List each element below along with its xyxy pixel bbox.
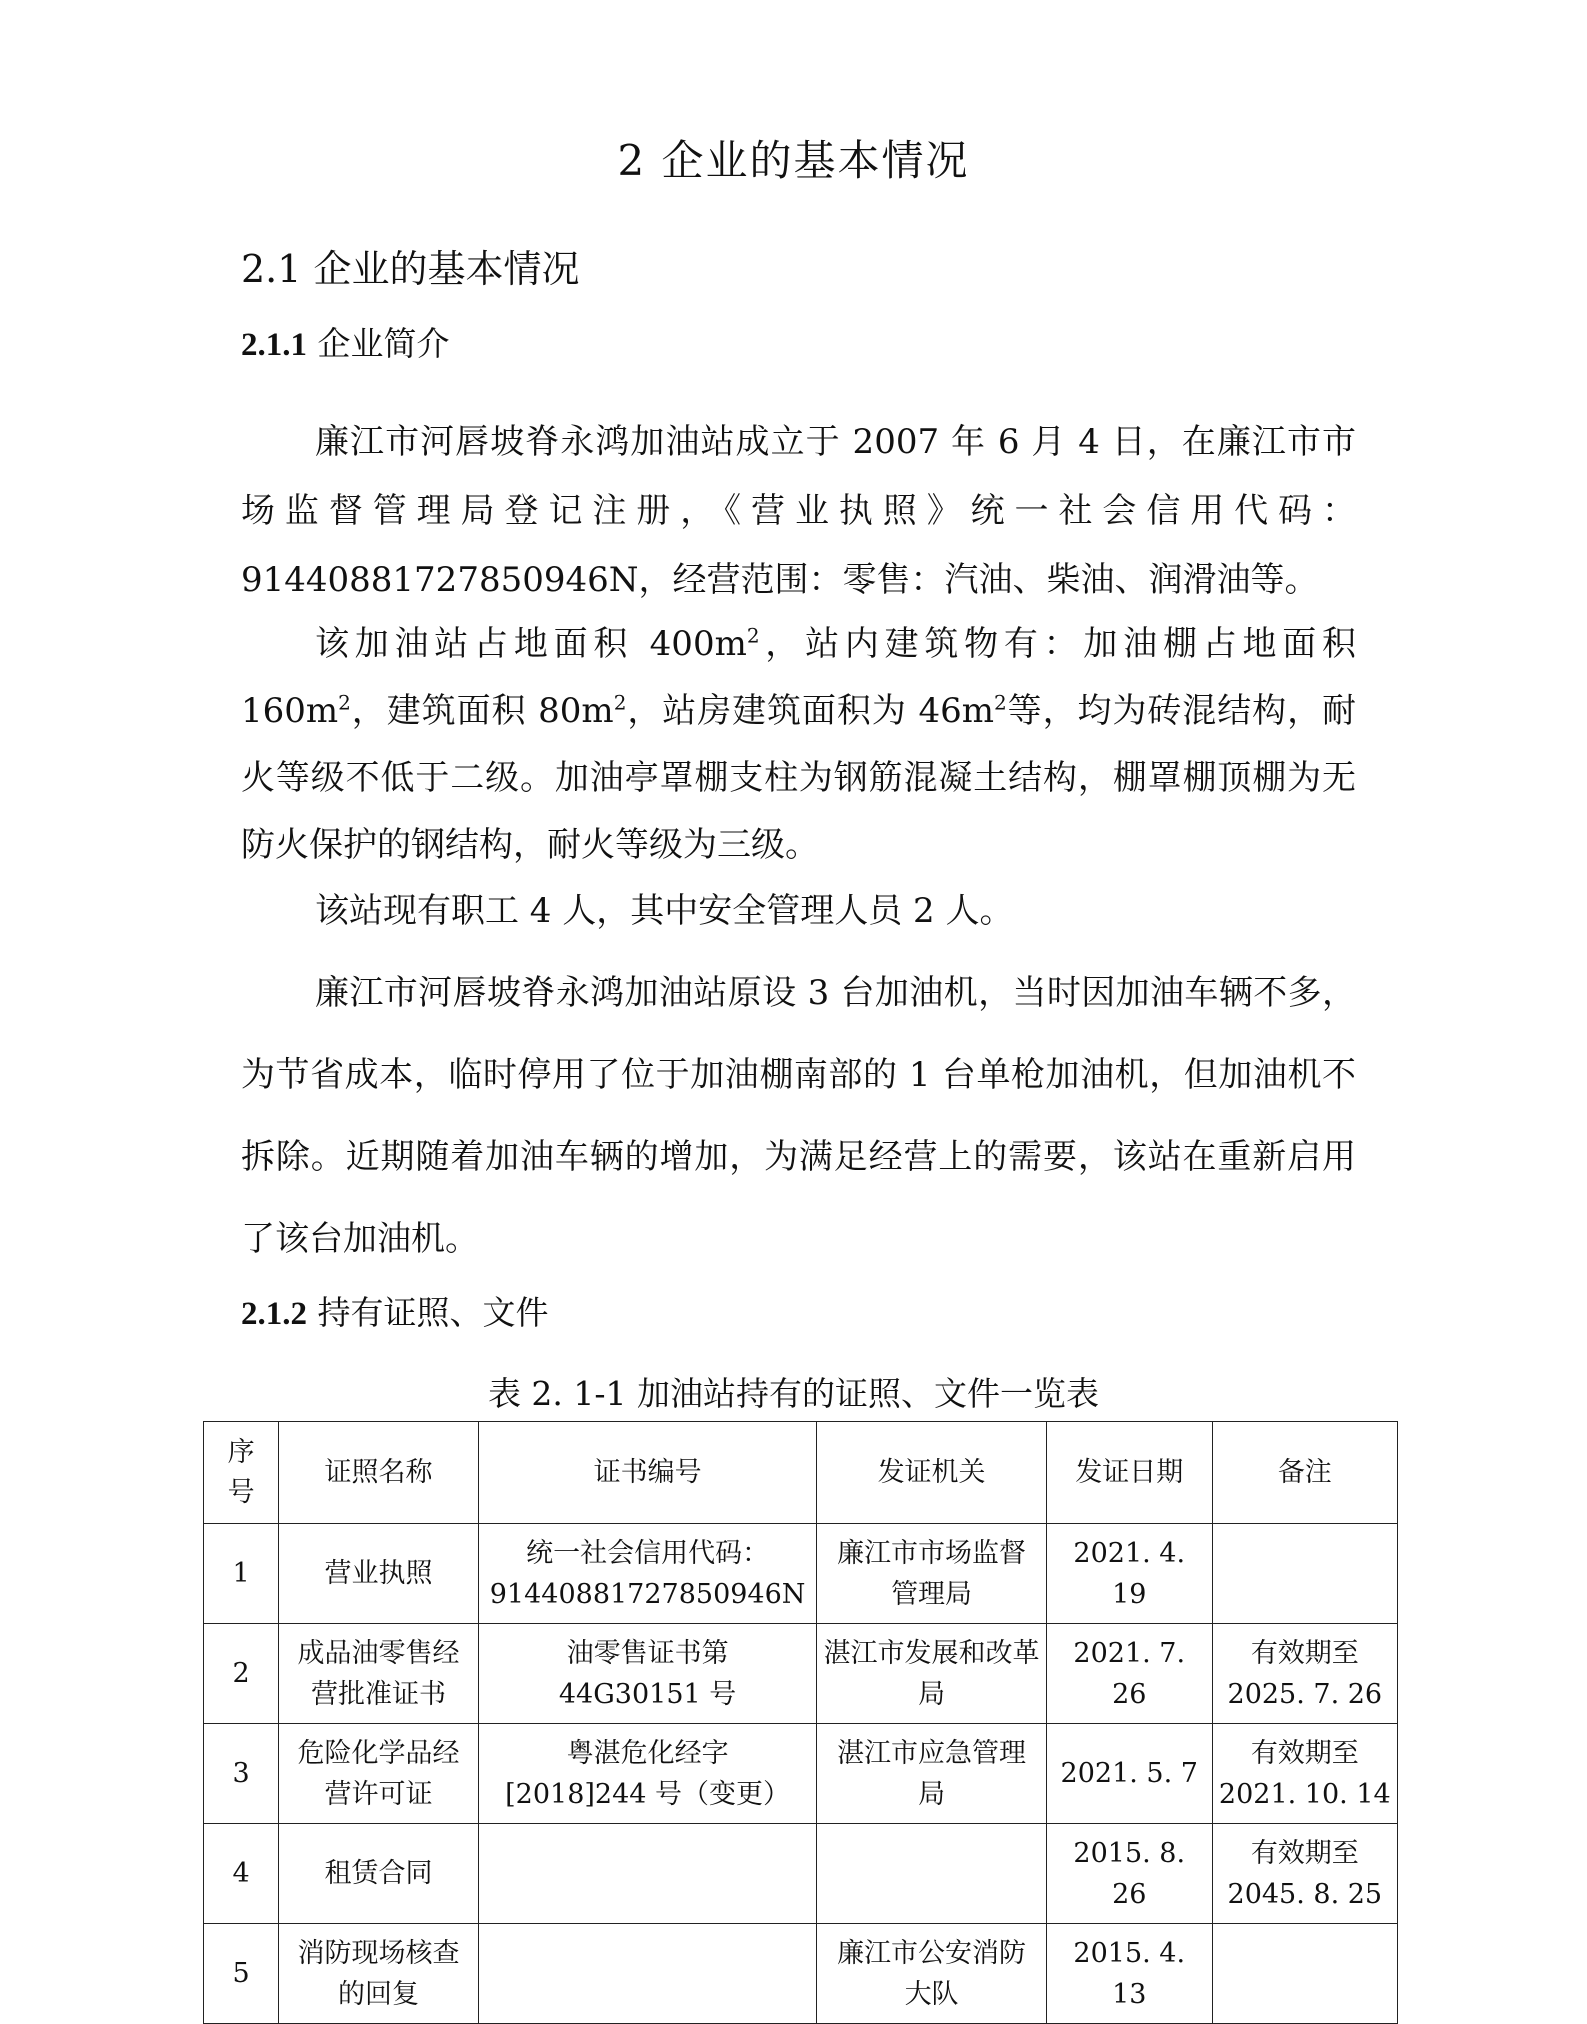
- cell-note: [1212, 1824, 1397, 1924]
- cell-org: [817, 1524, 1047, 1624]
- subsection-heading-certificates: [241, 1287, 549, 1334]
- cell-name: [279, 1924, 479, 2024]
- cell-org: [817, 1624, 1047, 1724]
- cell-no: 2: [204, 1624, 279, 1724]
- header-cell-code: 证书编号: [478, 1422, 816, 1524]
- cell-line: 危险化学品经: [297, 1737, 460, 1769]
- cell-note: [1212, 1524, 1397, 1624]
- cell-line: 有效期至: [1250, 1637, 1359, 1669]
- table-row: [204, 1724, 1398, 1824]
- header-cell-name: 证照名称: [279, 1422, 479, 1524]
- table-body: [204, 1524, 1398, 2024]
- subsection-number: 2.1.2: [241, 1296, 307, 1332]
- text-segment: 该加油站占地面积 400m: [315, 624, 747, 664]
- text-segment: ，建筑面积 80m: [350, 691, 614, 731]
- superscript: 2: [338, 690, 351, 715]
- table-header-row: [204, 1422, 1398, 1524]
- paragraph-company-intro: 廉江市河唇坡脊永鸿加油站成立于 2007 年 6 月 4 日，在廉江市市场监督管理局登记注册，《营业执照》统一社会信用代码：91440881727850946N，经营范围：零售：汽油、柴油、润滑油等。: [241, 422, 1356, 600]
- superscript: 2: [613, 690, 627, 715]
- text-segment: ，站房建筑面积为 46m: [626, 691, 995, 731]
- table-caption: 表 2. 1-1 加油站持有的证照、文件一览表: [487, 1374, 1100, 1413]
- subsection-number: 2.1.1: [241, 327, 307, 363]
- cell-line: 91440881727850946N: [489, 1578, 806, 1610]
- header-cell-note: 备注: [1212, 1422, 1397, 1524]
- cell-name: [279, 1624, 479, 1724]
- cell-line: 2025. 7. 26: [1227, 1678, 1383, 1710]
- cell-line: [2018]244 号（变更）: [505, 1778, 791, 1810]
- cell-line: 消防现场核查: [297, 1937, 460, 1969]
- cell-line: 有效期至: [1250, 1837, 1359, 1869]
- cell-note: [1212, 1924, 1397, 2024]
- table-row: [204, 1624, 1398, 1724]
- cell-code: [478, 1724, 816, 1824]
- certificates-table: [203, 1421, 1398, 2024]
- cell-no: 4: [204, 1824, 279, 1924]
- header-cell-org: 发证机关: [817, 1422, 1047, 1524]
- cell-line: 湛江市发展和改革: [823, 1637, 1040, 1669]
- cell-code: [478, 1824, 816, 1924]
- table-row: [204, 1524, 1398, 1624]
- subsection-heading-company-profile: [241, 318, 450, 365]
- cell-line: 的回复: [338, 1978, 420, 2010]
- subsection-title: 企业简介: [317, 324, 450, 363]
- cell-code: [478, 1924, 816, 2024]
- cell-note: [1212, 1724, 1397, 1824]
- cell-name: [279, 1524, 479, 1624]
- paragraph-fuel-dispensers: 廉江市河唇坡脊永鸿加油站原设 3 台加油机，当时因加油车辆不多，为节省成本，临时停用了位于加油棚南部的 1 台单枪加油机，但加油机不拆除。近期随着加油车辆的增加，为满足经营上的需要，该站在重新启用了该台加油机。: [241, 973, 1356, 1259]
- chapter-title: 2 企业的基本情况: [617, 136, 970, 185]
- cell-line: 成品油零售经: [297, 1637, 460, 1669]
- cell-name: [279, 1724, 479, 1824]
- cell-line: 统一社会信用代码：: [526, 1537, 770, 1569]
- cell-line: 有效期至: [1250, 1737, 1359, 1769]
- cell-line: 营批准证书: [311, 1678, 447, 1710]
- cell-no: 5: [204, 1924, 279, 2024]
- cell-no: 3: [204, 1724, 279, 1824]
- cell-line: 管理局: [891, 1578, 973, 1610]
- cell-org: [817, 1824, 1047, 1924]
- subsection-title: 持有证照、文件: [317, 1293, 549, 1332]
- superscript: 2: [746, 623, 760, 648]
- cell-line: 局: [918, 1678, 946, 1710]
- cell-line: 租赁合同: [324, 1858, 433, 1889]
- cell-code: [478, 1624, 816, 1724]
- cell-date: 2021. 4. 19: [1046, 1524, 1212, 1624]
- cell-line: 大队: [904, 1978, 959, 2010]
- table-row: [204, 1924, 1398, 2024]
- cell-line: 粤湛危化经字: [566, 1737, 729, 1769]
- cell-note: [1212, 1624, 1397, 1724]
- header-cell-no: 序号: [204, 1422, 279, 1524]
- text-segment: 等，均为砖混结构，耐火等级不低于二级。加油亭罩棚支柱为钢筋混凝土结构，棚罩棚顶棚为无防火保护的钢结构，耐火等级为三级。: [241, 691, 1357, 865]
- text-segment: ，站内建筑物有：加油棚占地面积 160m: [241, 624, 1356, 731]
- cell-org: [817, 1924, 1047, 2024]
- cell-date: 2021. 5. 7: [1046, 1724, 1212, 1824]
- header-cell-date: 发证日期: [1046, 1422, 1212, 1524]
- cell-line: 44G30151 号: [558, 1678, 737, 1710]
- cell-line: 湛江市应急管理: [837, 1737, 1027, 1769]
- paragraph-staff: 该站现有职工 4 人，其中安全管理人员 2 人。: [315, 891, 1014, 931]
- cell-date: 2021. 7. 26: [1046, 1624, 1212, 1724]
- superscript: 2: [994, 690, 1007, 715]
- cell-org: [817, 1724, 1047, 1824]
- table-row: [204, 1824, 1398, 1924]
- cell-no: 1: [204, 1524, 279, 1624]
- cell-line: 2045. 8. 25: [1227, 1878, 1383, 1910]
- cell-line: 2021. 10. 14: [1218, 1778, 1391, 1810]
- cell-line: 局: [918, 1778, 946, 1810]
- cell-line: 廉江市市场监督: [837, 1537, 1027, 1569]
- paragraph-site-area: [241, 611, 1356, 879]
- cell-line: 油零售证书第: [566, 1637, 729, 1669]
- cell-code: [478, 1524, 816, 1624]
- cell-date: 2015. 4. 13: [1046, 1924, 1212, 2024]
- cell-line: 营许可证: [324, 1778, 433, 1810]
- cell-line: 廉江市公安消防: [837, 1937, 1027, 1969]
- cell-date: 2015. 8. 26: [1046, 1824, 1212, 1924]
- cell-name: [279, 1824, 479, 1924]
- section-title: 2.1 企业的基本情况: [241, 247, 580, 291]
- cell-line: 营业执照: [324, 1558, 433, 1589]
